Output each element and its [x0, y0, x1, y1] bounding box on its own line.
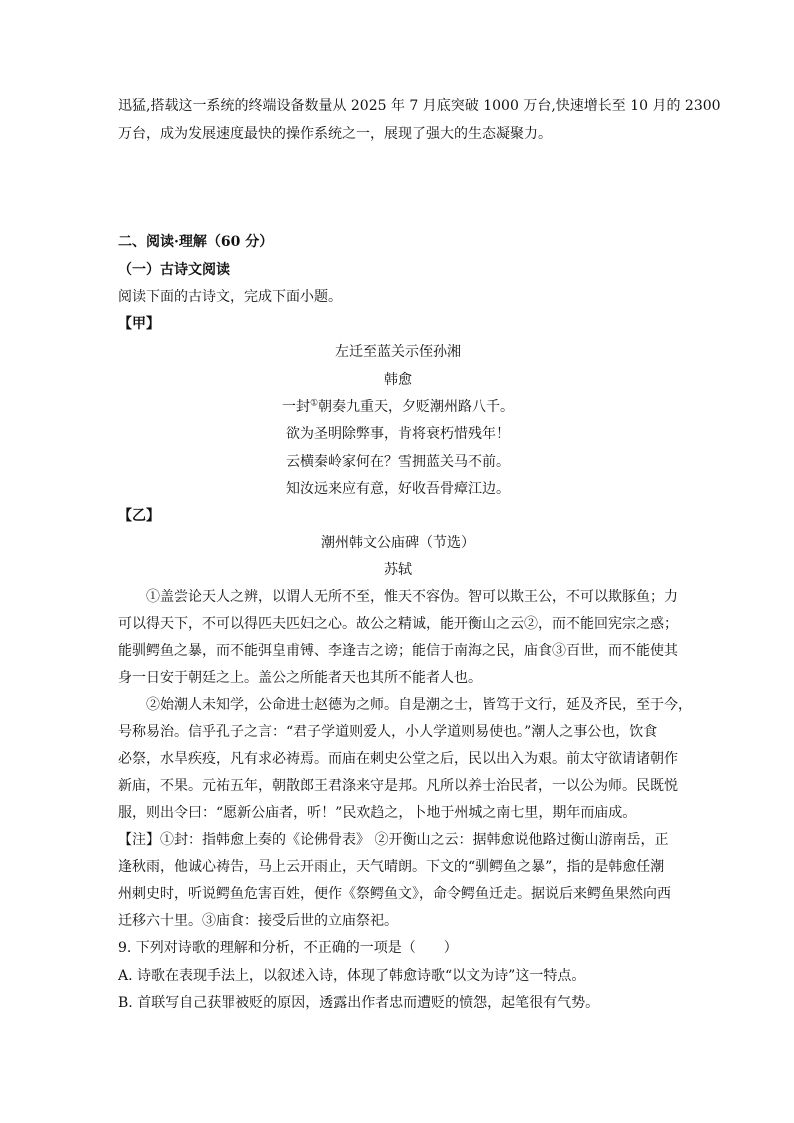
poem-line: 一封①朝奏九重天，夕贬潮州路八千。	[281, 398, 515, 415]
notes-line: 州刺史时，听说鳄鱼危害百姓，便作《祭鳄鱼文》，命令鳄鱼迁走。据说后来鳄鱼果然向西	[118, 886, 671, 902]
poem-line: 云横秦岭家何在？雪拥蓝关马不前。	[286, 454, 510, 470]
poem-author: 韩愈	[384, 372, 412, 388]
prose-p2-line: 必祭，水旱疾疫，凡有求必祷焉。而庙在刺史公堂之后，民以出入为艰。前太守欲请诸朝作	[118, 751, 678, 767]
prose-p2-line: ②始潮人未知学，公命进士赵德为之师。自是潮之士，皆笃于文行，延及齐民，至于今，	[146, 697, 692, 713]
poem-line: 欲为圣明除弊事，肯将衰朽惜残年！	[286, 426, 510, 442]
prose-p1-line: ①盖尝论天人之辨，以谓人无所不至，惟天不容伪。智可以欺王公，不可以欺豚鱼；力	[146, 589, 678, 605]
notes-line: 迁移六十里。③庙食：接受后世的立庙祭祀。	[118, 913, 398, 929]
prose-author: 苏轼	[384, 562, 412, 578]
notes-line: 逢秋雨，他诚心祷告，马上云开雨止，天气晴朗。下文的“驯鳄鱼之暴”，指的是韩愈任潮	[118, 859, 665, 875]
prose-p2-line: 新庙，不果。元祐五年，朝散郎王君涤来守是邦。凡所以养士治民者，一以公为师。民既悦	[118, 778, 678, 794]
instruction: 阅读下面的古诗文，完成下面小题。	[118, 289, 342, 305]
section-title: 二、阅读·理解（60 分）	[118, 234, 274, 250]
prose-p1-line: 身一日安于朝廷之上。盖公之所能者天也其所不能者人也。	[118, 670, 482, 686]
yi-marker: 【乙】	[118, 508, 160, 524]
option-a: A. 诗歌在表现手法上，以叙述入诗，体现了韩愈诗歌“以文为诗”这一特点。	[118, 968, 586, 984]
intro-line-2: 万台，成为发展速度最快的操作系统之一，展现了强大的生态凝聚力。	[118, 126, 552, 142]
prose-p2-line: 号称易治。信乎孔子之言：“君子学道则爱人，小人学道则易使也。”潮人之事公也，饮食	[118, 724, 658, 740]
subsection-title: （一）古诗文阅读	[118, 262, 230, 278]
jia-marker: 【甲】	[118, 316, 160, 332]
prose-p2-line: 服，则出令曰：“愿新公庙者，听！”民欢趋之，卜地于州城之南七里，期年而庙成。	[118, 805, 637, 821]
option-b: B. 首联写自己获罪被贬的原因，透露出作者忠而遭贬的愤怨，起笔很有气势。	[118, 995, 600, 1011]
poem-line: 知汝远来应有意，好收吾骨瘴江边。	[286, 481, 510, 497]
notes-line: 【注】①封：指韩愈上奏的《论佛骨表》 ②开衡山之云：据韩愈说他路过衡山游南岳，正	[118, 832, 669, 848]
poem-title: 左迁至蓝关示侄孙湘	[335, 344, 461, 360]
prose-p1-line: 能驯鳄鱼之暴，而不能弭皇甫镈、李逢吉之谤；能信于南海之民，庙食③百世，而不能使其	[118, 643, 678, 659]
prose-p1-line: 可以得天下，不可以得匹夫匹妇之心。故公之精诚，能开衡山之云②，而不能回宪宗之惑；	[118, 616, 678, 632]
intro-line-1: 迅猛,搭载这一系统的终端设备数量从 2025 年 7 月底突破 1000 万台,快速增长至 10 月的 2300	[118, 98, 721, 114]
prose-title: 潮州韩文公庙碑（节选）	[321, 535, 475, 551]
question-stem: 9. 下列对诗歌的理解和分析，不正确的一项是（ ）	[118, 940, 458, 956]
